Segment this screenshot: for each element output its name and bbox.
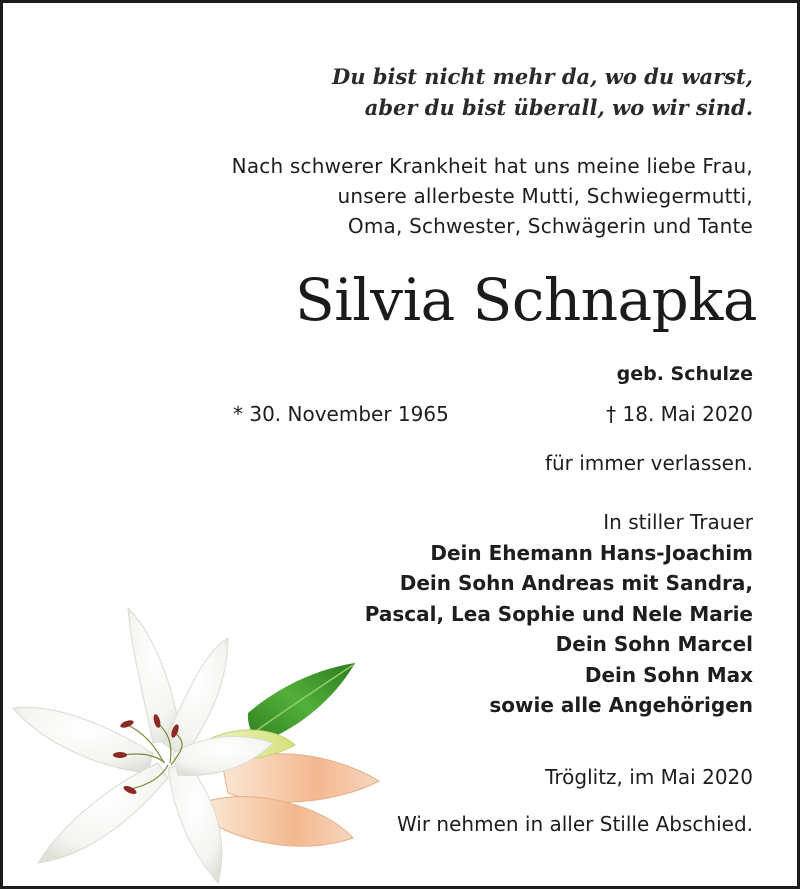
mourner-line: Pascal, Lea Sophie und Nele Marie — [364, 601, 753, 626]
mourner-line: Dein Sohn Marcel — [555, 632, 753, 656]
place-date: Tröglitz, im Mai 2020 — [545, 765, 753, 789]
lily-petals — [13, 608, 273, 883]
intro-line: Oma, Schwester, Schwägerin und Tante — [347, 214, 753, 238]
intro-line: Nach schwerer Krankheit hat uns meine liebe Frau, — [231, 154, 753, 178]
intro-text — [232, 151, 753, 241]
motto-line: Du bist nicht mehr da, wo du warst, — [332, 64, 753, 89]
motto-line: aber du bist überall, wo wir sind. — [364, 95, 753, 120]
intro-line: unsere allerbeste Mutti, Schwiegermutti, — [337, 184, 753, 208]
mourner-line: Dein Sohn Andreas mit Sandra, — [399, 571, 753, 595]
mourner-line: Dein Ehemann Hans-Joachim — [430, 540, 753, 565]
death-date: † 18. Mai 2020 — [606, 402, 753, 426]
birth-date: * 30. November 1965 — [233, 402, 449, 426]
motto-quote — [332, 61, 753, 123]
mourners-list — [365, 538, 753, 721]
mourning-intro: In stiller Trauer — [603, 510, 753, 534]
mourner-line: sowie alle Angehörigen — [489, 693, 753, 717]
deceased-name: Silvia Schnapka — [294, 266, 757, 334]
closing-text: Wir nehmen in aller Stille Abschied. — [396, 812, 753, 836]
left-us-text: für immer verlassen. — [544, 451, 753, 475]
maiden-name: geb. Schulze — [616, 363, 753, 385]
mourner-line: Dein Sohn Max — [584, 662, 753, 687]
mourners-block — [365, 507, 753, 721]
